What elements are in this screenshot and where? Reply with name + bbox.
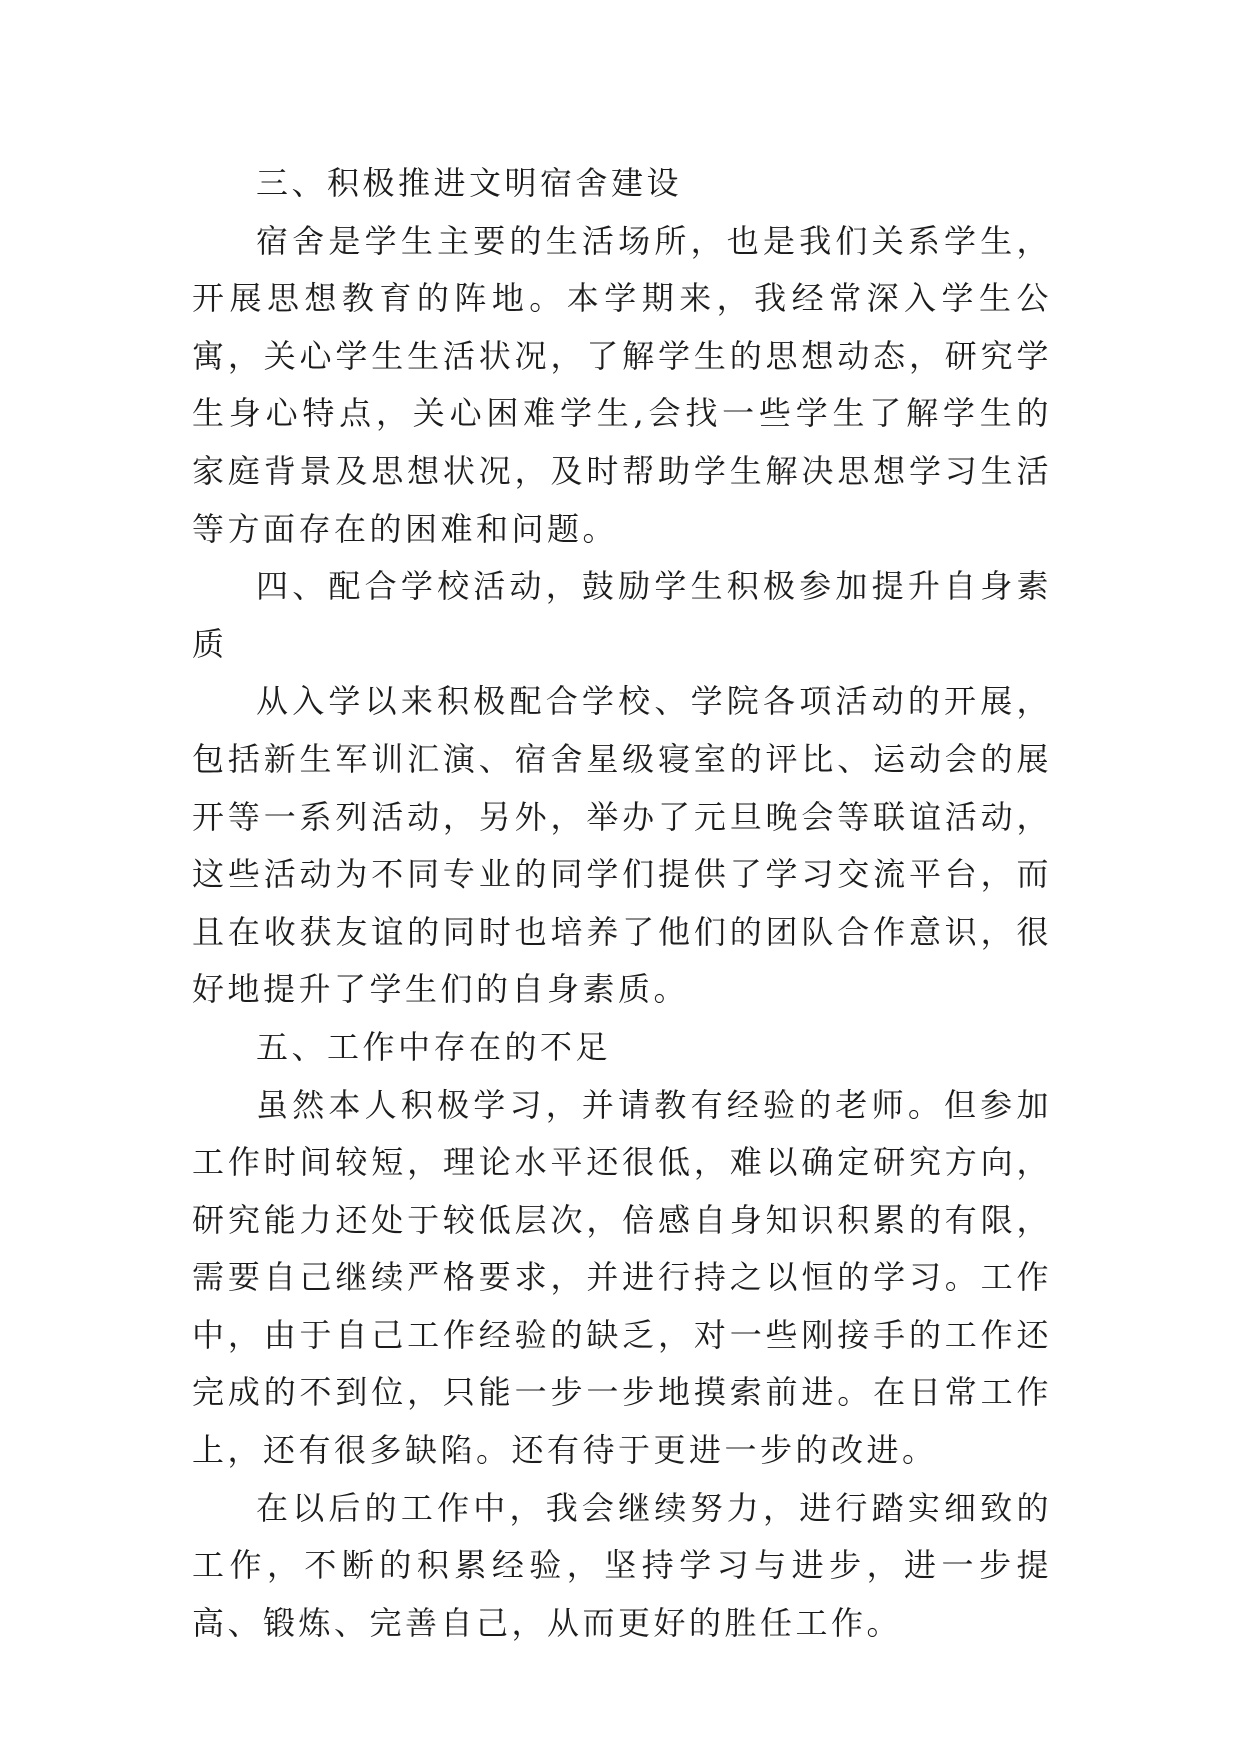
- paragraph-dormitory: 宿舍是学生主要的生活场所，也是我们关系学生，开展思想教育的阵地。本学期来，我经常深入学生公寓，关心学生生活状况，了解学生的思想动态，研究学生身心特点，关心困难学生,会找一些学生了解学生的家庭背景及思想状况，及时帮助学生解决思想学习生活等方面存在的困难和问题。: [192, 221, 1052, 548]
- section-heading-dormitory: 三、积极推进文明宿舍建设: [256, 164, 683, 202]
- document-body: [192, 155, 1052, 1652]
- section-heading-shortcomings: 五、工作中存在的不足: [256, 1027, 612, 1066]
- paragraph-school-activities: 从入学以来积极配合学校、学院各项活动的开展，包括新生军训汇演、宿舍星级寝室的评比、运动会的展开等一系列活动，另外，举办了元旦晚会等联谊活动，这些活动为不同专业的同学们提供了学习交流平台，而且在收获友谊的同时也培养了他们的团队合作意识，很好地提升了学生们的自身素质。: [192, 682, 1052, 1009]
- section-heading-school-activities: 四、配合学校活动，鼓励学生积极参加提升自身素质: [192, 567, 1052, 663]
- paragraph-shortcomings: 虽然本人积极学习，并请教有经验的老师。但参加工作时间较短，理论水平还很低，难以确定研究方向，研究能力还处于较低层次，倍感自身知识积累的有限，需要自己继续严格要求，并进行持之以恒的学习。工作中，由于自己工作经验的缺乏，对一些刚接手的工作还完成的不到位，只能一步一步地摸索前进。在日常工作上，还有很多缺陷。还有待于更进一步的改进。: [192, 1085, 1052, 1470]
- paragraph-future-work: 在以后的工作中，我会继续努力，进行踏实细致的工作，不断的积累经验，坚持学习与进步，进一步提高、锻炼、完善自己，从而更好的胜任工作。: [192, 1488, 1052, 1642]
